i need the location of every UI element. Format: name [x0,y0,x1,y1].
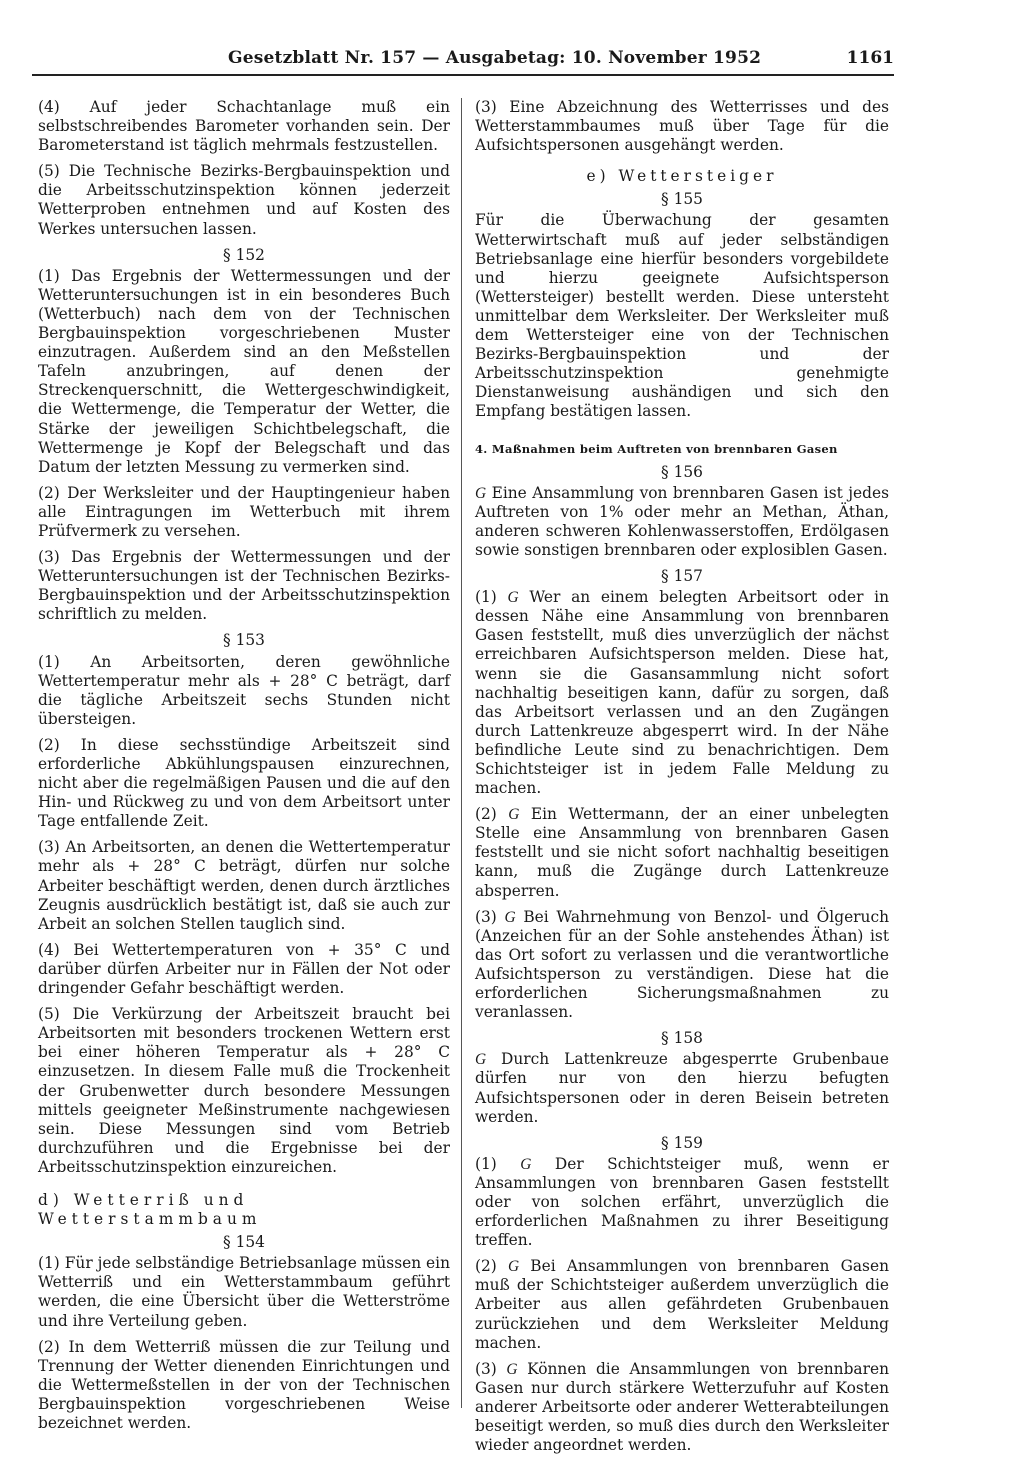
paragraph-152-2: (2) Der Werksleiter und der Hauptingenieur haben alle Eintragungen im Wetterbuch mit ihrem Prüfvermerk zu versehen. [38,483,450,540]
paragraph-152-3: (3) Das Ergebnis der Wettermessungen und der Wetteruntersuchungen ist der Technischen Bezirks-Bergbauinspektion und der Arbeitsschutzinspektion schriftlich zu melden. [38,548,450,624]
paragraph-156 [475,484,889,560]
section-157-heading: § 157 [661,567,703,586]
g-marker: G [475,1051,487,1069]
g-marker: G [475,484,487,502]
paragraph-155: Für die Überwachung der gesamten Wetterwirtschaft muß auf jeder selbständigen Betriebsanlage eine hierfür besonders vorgebildete und hierzu geeignete Aufsichtsperson (Wettersteiger) bestellt werden. Diese untersteht unmittelbar dem Werksleiter. Der Werksleiter muß dem Wettersteiger eine von der Technischen Bezirks-Bergbauinspektion und der Arbeitsschutzinspektion genehmigte Dienstanweisung aushändigen und sich den Empfang bestätigen lassen. [475,211,889,421]
paragraph-number: (1) [475,1154,497,1173]
g-marker: G [507,1258,520,1276]
section-158-heading: § 158 [661,1029,703,1048]
paragraph-157-2 [475,805,889,900]
section-153-heading: § 153 [223,631,265,650]
paragraph-158 [475,1050,889,1126]
column-divider [461,98,462,1408]
chapter-4-heading: 4. Maßnahmen beim Auftreten von brennbaren Gasen [475,441,838,456]
header-rule [32,74,894,76]
section-159-heading: § 159 [661,1133,703,1152]
paragraph-number: (1) [475,588,497,607]
paragraph-157-1-text: Wer an einem belegten Arbeitsort oder in dessen Nähe eine Ansammlung von brennbaren Gasen feststellt, muß dies unverzüglich der nächst erreichbaren Aufsichtsperson melden. Diese hat, wenn sie die Gasansammlung nicht sofort nachhaltig beseitigen kann, dafür zu sorgen, daß das Arbeitsort verlassen und an den Zugängen durch Lattenkreuze abgesperrt wird. In der Nähe befindliche Leute sind zu benachrichtigen. Dem Schichtsteiger ist in jedem Falle Meldung zu machen. [475,588,889,798]
g-marker: G [506,1360,518,1378]
paragraph-153-3: (3) An Arbeitsorten, an denen die Wettertemperatur mehr als + 28° C beträgt, dürfen nur solche Arbeiter beschäftigt werden, denen durch ärztliches Zeugnis ausdrücklich bestätigt ist, daß sie auch zur Arbeit an solchen Stellen tauglich sind. [38,838,450,933]
section-155-heading: § 155 [661,190,703,209]
paragraph-number: (3) [475,1359,497,1378]
paragraph-number: (2) [475,1257,497,1276]
paragraph-159-1 [475,1155,889,1250]
paragraph-number: (3) [475,907,497,926]
section-156-heading: § 156 [661,462,703,481]
paragraph-number: (2) [475,805,497,824]
paragraph-156-text: Eine Ansammlung von brennbaren Gasen ist jedes Auftreten von 1% oder mehr an Methan, Äthan, anderen schweren Kohlenwasserstoffen, Erdölgasen sowie sonstigen brennbaren oder explosiblen Gasen. [475,483,889,559]
paragraph-151-5: (5) Die Technische Bezirks-Bergbauinspektion und die Arbeitsschutzinspektion können jederzeit Wetterproben entnehmen und auf Kosten des Werkes untersuchen lassen. [38,162,450,238]
paragraph-159-3-text: Können die Ansammlungen von brennbaren Gasen nur durch stärkere Wetterzufuhr auf Kosten anderer Arbeitsorte oder anderer Wetterabteilungen beseitigt werden, so muß dies durch den Werksleiter wieder angeordnet werden. [475,1359,889,1455]
paragraph-153-4: (4) Bei Wettertemperaturen von + 35° C und darüber dürfen Arbeiter nur in Fällen der Not oder dringender Gefahr beschäftigt werden. [38,940,450,998]
section-152-heading: § 152 [223,245,265,264]
paragraph-153-5: (5) Die Verkürzung der Arbeitszeit braucht bei Arbeitsorten mit besonders trockenen Wettern erst bei einer höheren Temperatur als + 28° C einzusetzen. In diesem Falle muß die Trockenheit der Grubenwetter durch besondere Messungen mittels geeigneter Meßinstrumente nachgewiesen sein. Diese Messungen sind vom Betrieb durchzuführen und die Ergebnisse bei der Arbeitsschutzinspektion einzureichen. [38,1005,450,1176]
paragraph-154-2: (2) In dem Wetterriß müssen die zur Teilung und Trennung der Wetter dienenden Einrichtungen und die Wettermeßstellen in der von der Technischen Bergbauinspektion vorgeschriebenen Weise bezeichnet werden. [38,1337,450,1432]
paragraph-154-3: (3) Eine Abzeichnung des Wetterrisses und des Wetterstammbaumes muß über Tage für die Aufsichtspersonen ausgehängt werden. [475,98,889,155]
paragraph-153-1: (1) An Arbeitsorten, deren gewöhnliche Wettertemperatur mehr als + 28° C beträgt, darf die tägliche Arbeitszeit sechs Stunden nicht übersteigen. [38,652,450,728]
g-marker: G [508,806,520,824]
paragraph-152-1: (1) Das Ergebnis der Wettermessungen und der Wetteruntersuchungen ist in ein besonderes Buch (Wetterbuch) nach dem von der Technischen Bergbauinspektion vorgeschriebenen Muster einzutragen. Außerdem sind an den Meßstellen Tafeln anzubringen, auf denen der Streckenquerschnitt, die Wettergeschwindigkeit, die Wettermenge, die Temperatur der Wetter, die Stärke der jeweiligen Schichtbelegschaft, die Wettermenge je Kopf der Belegschaft und das Datum der letzten Messung zu vermerken sind. [38,266,450,476]
right-column [475,98,889,1462]
left-column [38,98,450,1440]
paragraph-154-1: (1) Für jede selbständige Betriebsanlage müssen ein Wetterriß und ein Wetterstammbaum geführt werden, die eine Übersicht über die Wetterströme und ihre Verteilung geben. [38,1254,450,1330]
paragraph-159-1-text: Der Schichtsteiger muß, wenn er Ansammlungen von brennbaren Gasen feststellt oder von solchen erfährt, unverzüglich die erforderlichen Maßnahmen zu ihrer Beseitigung treffen. [475,1154,889,1250]
g-marker: G [504,908,516,926]
paragraph-157-3-text: Bei Wahrnehmung von Benzol- und Ölgeruch (Anzeichen für an der Sohle anstehendes Äthan) ist das Ort sofort zu verlassen und die verantwortliche Aufsichtsperson zu verständigen. Diese hat die erforderlichen Sicherungsmaßnahmen zu veranlassen. [475,907,889,1022]
paragraph-159-2 [475,1257,889,1352]
g-marker: G [520,1155,532,1173]
paragraph-153-2: (2) In diese sechsstündige Arbeitszeit sind erforderliche Abkühlungspausen einzurechnen, nicht aber die regelmäßigen Pausen und die auf den Hin- und Rückweg zu und von dem Arbeitsort unter Tage entfallende Zeit. [38,735,450,831]
g-marker: G [507,589,519,607]
page-header [32,42,894,76]
paragraph-151-4: (4) Auf jeder Schachtanlage muß ein selbstschreibendes Barometer vorhanden sein. Der Barometerstand ist täglich mehrmals festzustellen. [38,98,450,155]
page-number: 1161 [846,48,894,68]
paragraph-159-3 [475,1360,889,1455]
paragraph-159-2-text: Bei Ansammlungen von brennbaren Gasen muß der Schichtsteiger außerdem unverzüglich die Arbeiter aus allen gefährdeten Grubenbauen zurückziehen und dem Werksleiter Meldung machen. [475,1257,889,1352]
subsection-e-heading: e) Wettersteiger [586,167,778,186]
paragraph-157-1 [475,588,889,798]
paragraph-158-text: Durch Lattenkreuze abgesperrte Grubenbaue dürfen nur von den hierzu befugten Aufsichtspersonen oder in deren Beisein betreten werden. [475,1050,889,1126]
gazette-title: Gesetzblatt Nr. 157 — Ausgabetag: 10. November 1952 [228,48,762,68]
paragraph-157-3 [475,908,889,1023]
paragraph-157-2-text: Ein Wettermann, der an einer unbelegten Stelle eine Ansammlung von brennbaren Gasen feststellt und sie nicht sofort nachhaltig beseitigen kann, muß die Zugänge durch Lattenkreuze absperren. [475,805,889,900]
subsection-d-heading: d) Wetterriß und Wetterstammbaum [38,1190,262,1229]
section-154-heading: § 154 [223,1233,265,1252]
